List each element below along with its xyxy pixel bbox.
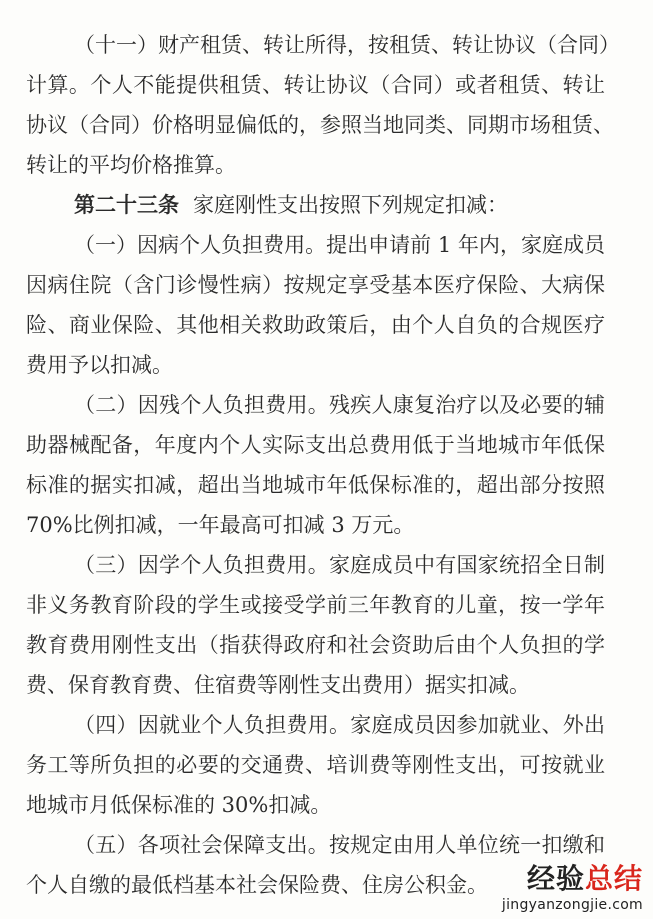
text-line: （一）因病个人负担费用。提出申请前 1 年内，家庭成员 [74,233,605,257]
article-text: 家庭刚性支出按照下列规定扣减： [193,193,508,217]
text-line: 地城市月低保标准的 30%扣减。 [26,793,332,817]
watermark-part1: 经验 [526,862,585,895]
text-line: 务工等所负担的必要的交通费、培训费等刚性支出，可按就业 [26,753,605,777]
text-line: 计算。个人不能提供租赁、转让协议（合同）或者租赁、转让 [26,73,605,97]
text-line: （三）因学个人负担费用。家庭成员中有国家统招全日制 [74,553,605,577]
text-line: 协议（合同）价格明显偏低的，参照当地同类、同期市场租赁、 [26,113,614,137]
watermark [502,857,643,913]
text-line: 教育费用刚性支出（指获得政府和社会资助后由个人负担的学 [26,633,605,657]
text-line: 个人自缴的最低档基本社会保险费、住房公积金。 [26,873,488,897]
text-line: 险、商业保险、其他相关救助政策后，由个人自负的合规医疗 [26,313,605,337]
text-line: 标准的据实扣减，超出当地城市年低保标准的，超出部分按照 [26,473,605,497]
text-line: 费、保育教育费、住宿费等刚性支出费用）据实扣减。 [26,673,530,697]
text-line: 费用予以扣减。 [26,353,173,377]
watermark-url: jingyanzongjie.com [501,897,643,913]
text-line: （五）各项社会保障支出。按规定由用人单位统一扣缴和 [74,833,605,857]
text-line: 转让的平均价格推算。 [26,153,236,177]
text-line: （四）因就业个人负担费用。家庭成员因参加就业、外出 [74,713,605,737]
article-line [74,185,605,225]
watermark-part2: 总结 [584,862,643,895]
article-heading: 第二十三条 [74,193,179,217]
text-line: （二）因残个人负担费用。残疾人康复治疗以及必要的辅 [74,393,605,417]
text-line: （十一）财产租赁、转让所得，按租赁、转让协议（合同） [74,33,620,57]
text-line: 因病住院（含门诊慢性病）按规定享受基本医疗保险、大病保 [26,273,605,297]
text-line: 助器械配备，年度内个人实际支出总费用低于当地城市年低保 [26,433,605,457]
text-line: 非义务教育阶段的学生或接受学前三年教育的儿童，按一学年 [26,593,605,617]
text-line: 70%比例扣减，一年最高可扣减 3 万元。 [26,513,415,537]
watermark-logo [502,857,643,897]
